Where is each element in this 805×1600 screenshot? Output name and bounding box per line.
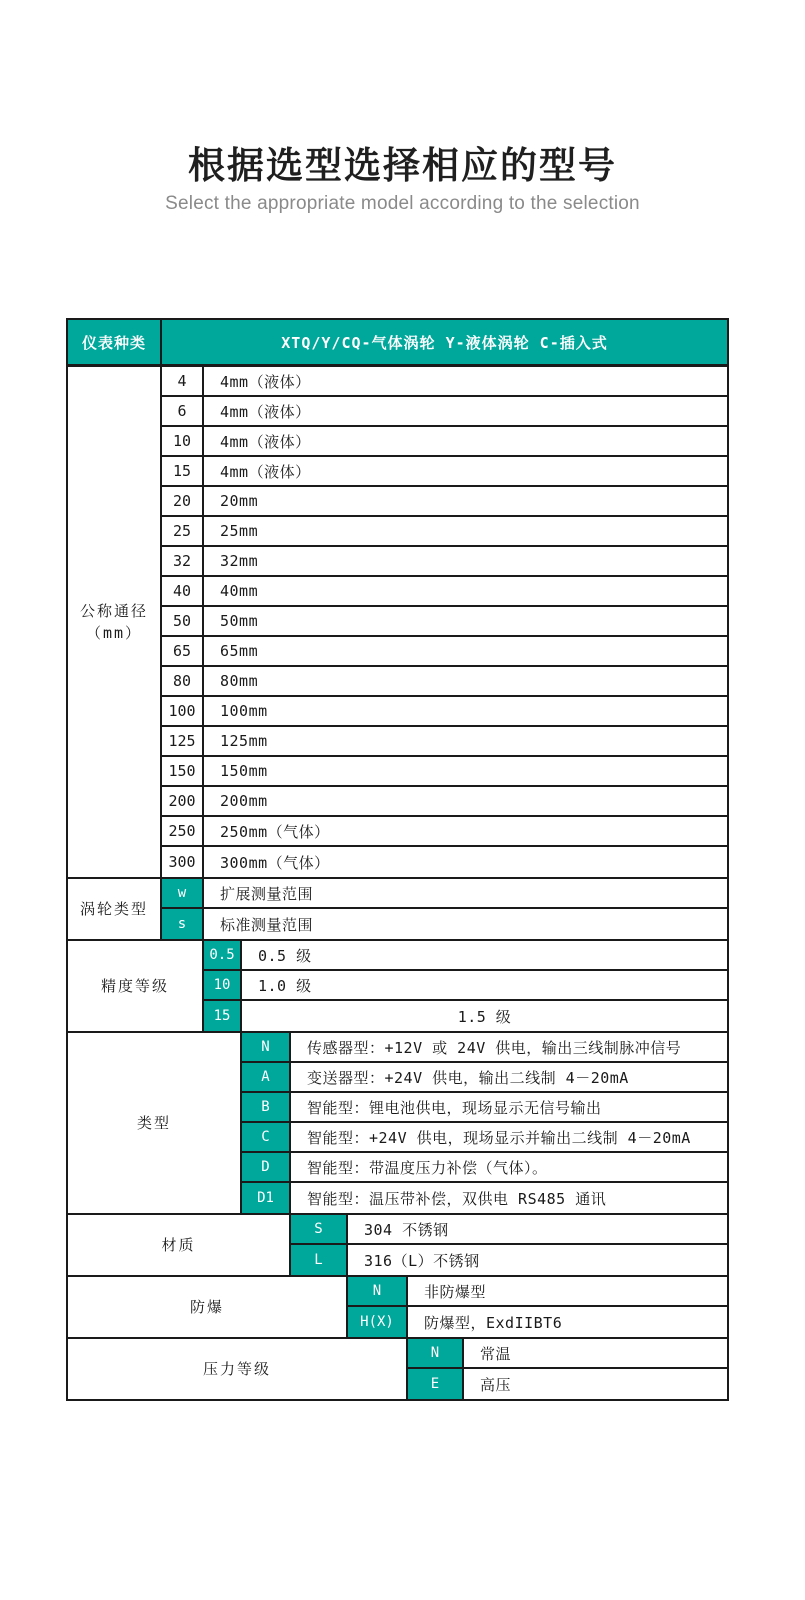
type-desc: 智能型：+24V 供电，现场显示并输出二线制 4－20mA bbox=[291, 1123, 727, 1153]
explosion-proof-code: N bbox=[348, 1277, 408, 1307]
diameter-code: 50 bbox=[162, 607, 204, 637]
section-pressure bbox=[68, 1337, 727, 1399]
diameter-code: 125 bbox=[162, 727, 204, 757]
section-explosion-proof bbox=[68, 1275, 727, 1337]
diameter-desc: 100mm bbox=[204, 697, 727, 727]
turbine-type-code: s bbox=[162, 909, 204, 939]
accuracy-code: 0.5 bbox=[204, 941, 242, 971]
type-code: C bbox=[242, 1123, 291, 1153]
page-subtitle: Select the appropriate model according to the selection bbox=[165, 193, 640, 215]
diameter-desc: 65mm bbox=[204, 637, 727, 667]
pressure-desc: 常温 bbox=[464, 1339, 727, 1369]
turbine-type-label: 涡轮类型 bbox=[68, 879, 162, 939]
diameter-label: 公称通径 （mm） bbox=[68, 367, 162, 877]
diameter-desc: 300mm（气体） bbox=[220, 853, 330, 872]
turbine-type-code: w bbox=[162, 879, 204, 909]
pressure-label: 压力等级 bbox=[68, 1339, 408, 1399]
diameter-desc: 125mm bbox=[204, 727, 727, 757]
explosion-proof-code: H(X) bbox=[348, 1307, 408, 1337]
explosion-proof-desc: 防爆型，ExdIIBT6 bbox=[424, 1313, 563, 1332]
type-code: D1 bbox=[242, 1183, 291, 1213]
pressure-code: E bbox=[408, 1369, 464, 1399]
accuracy-desc: 1.5 级 bbox=[457, 1007, 512, 1026]
type-desc: 智能型：带温度压力补偿（气体）。 bbox=[291, 1153, 727, 1183]
header-model-series: XTQ/Y/CQ-气体涡轮 Y-液体涡轮 C-插入式 bbox=[281, 333, 608, 352]
turbine-type-desc: 扩展测量范围 bbox=[204, 879, 727, 909]
pressure-code: N bbox=[408, 1339, 464, 1369]
type-label: 类型 bbox=[68, 1033, 242, 1213]
diameter-code: 100 bbox=[162, 697, 204, 727]
type-code: D bbox=[242, 1153, 291, 1183]
diameter-desc: 4mm（液体） bbox=[204, 457, 727, 487]
section-diameter bbox=[68, 367, 727, 877]
diameter-code: 4 bbox=[162, 367, 204, 397]
diameter-desc: 20mm bbox=[204, 487, 727, 517]
page-title: 根据选型选择相应的型号 bbox=[188, 145, 617, 186]
header-instrument-category: 仪表种类 bbox=[68, 320, 162, 364]
diameter-desc: 80mm bbox=[204, 667, 727, 697]
diameter-code: 10 bbox=[162, 427, 204, 457]
type-code: B bbox=[242, 1093, 291, 1123]
diameter-code: 25 bbox=[162, 517, 204, 547]
type-code: N bbox=[242, 1033, 291, 1063]
accuracy-code: 10 bbox=[204, 971, 242, 1001]
material-desc: 316（L）不锈钢 bbox=[364, 1251, 480, 1270]
diameter-desc: 200mm bbox=[204, 787, 727, 817]
diameter-desc: 40mm bbox=[204, 577, 727, 607]
diameter-code: 15 bbox=[162, 457, 204, 487]
diameter-desc: 150mm bbox=[204, 757, 727, 787]
explosion-proof-label: 防爆 bbox=[68, 1277, 348, 1337]
diameter-code: 250 bbox=[162, 817, 204, 847]
diameter-desc: 4mm（液体） bbox=[204, 427, 727, 457]
diameter-code: 6 bbox=[162, 397, 204, 427]
section-accuracy bbox=[68, 939, 727, 1031]
type-code: A bbox=[242, 1063, 291, 1093]
diameter-code: 200 bbox=[162, 787, 204, 817]
accuracy-desc: 1.0 级 bbox=[242, 971, 727, 1001]
explosion-proof-desc: 非防爆型 bbox=[408, 1277, 727, 1307]
pressure-desc: 高压 bbox=[480, 1375, 512, 1394]
diameter-code: 300 bbox=[162, 847, 204, 877]
diameter-code: 150 bbox=[162, 757, 204, 787]
page-header bbox=[0, 144, 805, 215]
diameter-desc: 4mm（液体） bbox=[204, 367, 727, 397]
diameter-desc: 250mm（气体） bbox=[204, 817, 727, 847]
model-selection-table bbox=[66, 318, 729, 1401]
diameter-desc: 32mm bbox=[204, 547, 727, 577]
accuracy-code: 15 bbox=[204, 1001, 242, 1031]
diameter-code: 65 bbox=[162, 637, 204, 667]
material-label: 材质 bbox=[68, 1215, 291, 1275]
type-desc: 变送器型：+24V 供电，输出二线制 4－20mA bbox=[291, 1063, 727, 1093]
diameter-code: 20 bbox=[162, 487, 204, 517]
material-code: S bbox=[291, 1215, 348, 1245]
accuracy-label: 精度等级 bbox=[68, 941, 204, 1031]
material-code: L bbox=[291, 1245, 348, 1275]
section-type bbox=[68, 1031, 727, 1213]
section-turbine-type bbox=[68, 877, 727, 939]
diameter-code: 80 bbox=[162, 667, 204, 697]
type-desc: 传感器型：+12V 或 24V 供电，输出三线制脉冲信号 bbox=[291, 1033, 727, 1063]
material-desc: 304 不锈钢 bbox=[348, 1215, 727, 1245]
diameter-desc: 50mm bbox=[204, 607, 727, 637]
section-material bbox=[68, 1213, 727, 1275]
diameter-code: 40 bbox=[162, 577, 204, 607]
diameter-code: 32 bbox=[162, 547, 204, 577]
accuracy-desc: 0.5 级 bbox=[242, 941, 727, 971]
diameter-desc: 4mm（液体） bbox=[204, 397, 727, 427]
type-desc: 智能型：温压带补偿，双供电 RS485 通讯 bbox=[307, 1189, 607, 1208]
turbine-type-desc: 标准测量范围 bbox=[220, 915, 314, 934]
diameter-desc: 25mm bbox=[204, 517, 727, 547]
table-header-row bbox=[68, 320, 727, 367]
type-desc: 智能型：锂电池供电，现场显示无信号输出 bbox=[291, 1093, 727, 1123]
